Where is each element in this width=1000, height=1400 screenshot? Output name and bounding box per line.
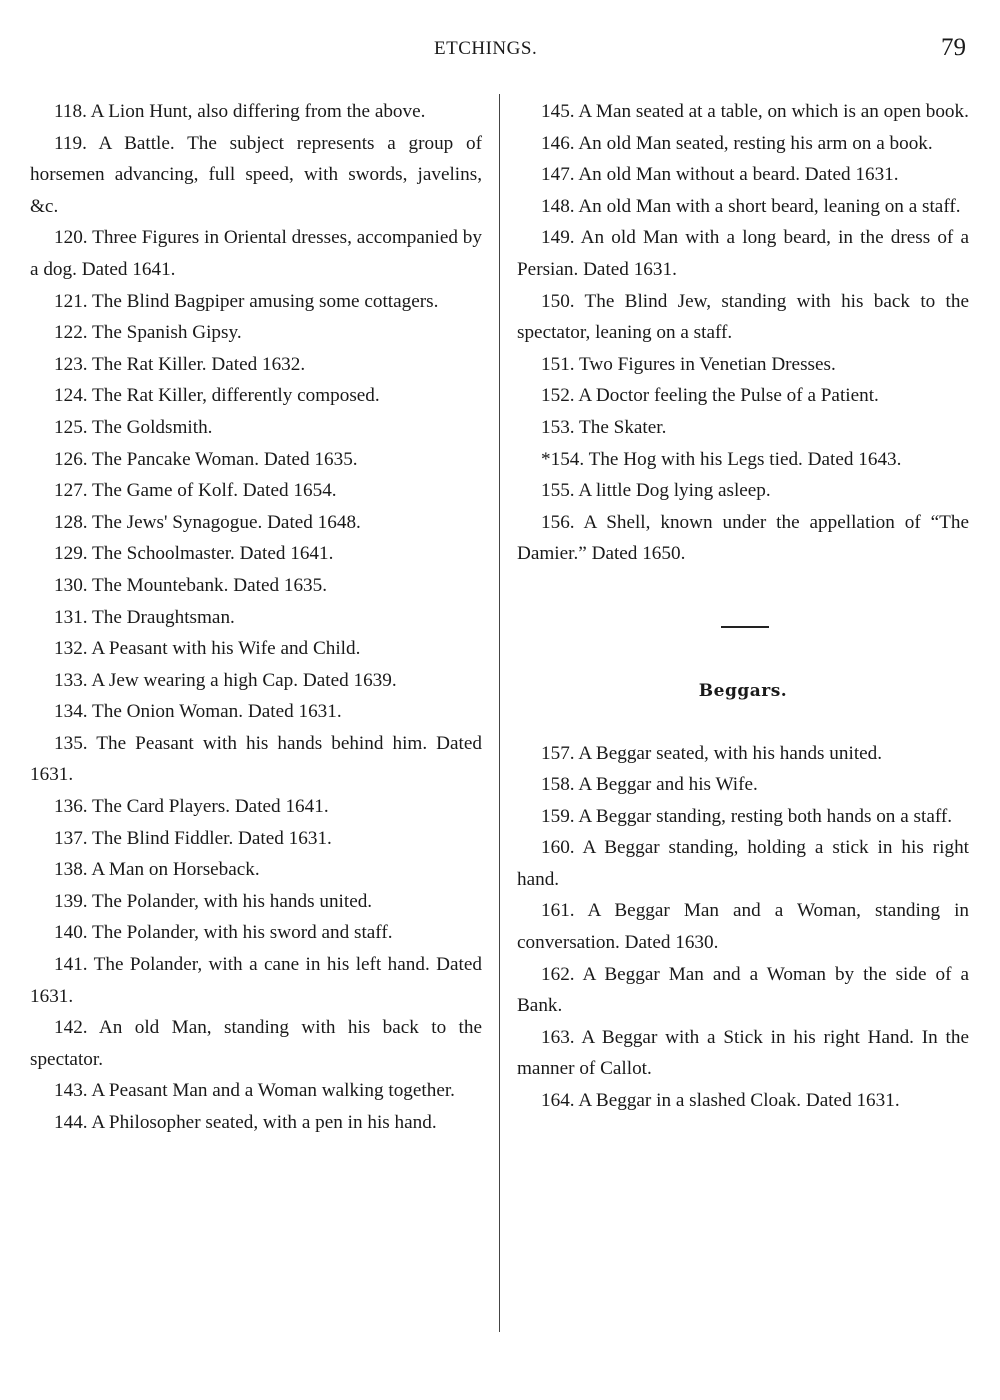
catalog-entry-149: 149. An old Man with a long beard, in the dress of a Persian. Dated 1631.	[517, 227, 969, 280]
catalog-entry-124: 124. The Rat Killer, differently composed.	[54, 385, 380, 407]
left-column	[30, 96, 482, 1139]
catalog-entry-150: 150. The Blind Jew, standing with his back to the spectator, leaning on a staff.	[517, 290, 969, 344]
catalog-entry-140: 140. The Polander, with his sword and staff.	[54, 922, 393, 944]
catalog-entry-132: 132. A Peasant with his Wife and Child.	[54, 638, 361, 660]
catalog-entry-145: 145. A Man seated at a table, on which is an open book.	[541, 101, 969, 122]
catalog-entry-156: 156. A Shell, known under the appellation of “The Damier.” Dated 1650.	[517, 511, 969, 565]
catalog-entry-133: 133. A Jew wearing a high Cap. Dated 1639.	[54, 669, 397, 691]
catalog-entry-123: 123. The Rat Killer. Dated 1632.	[54, 353, 306, 375]
catalog-entry-161: 161. A Beggar Man and a Woman, standing in conversation. Dated 1630.	[517, 900, 969, 954]
catalog-entry-119: 119. A Battle. The subject represents a group of horsemen advancing, full speed, with swords, javelins, &c.	[30, 132, 482, 217]
catalog-entry-144: 144. A Philosopher seated, with a pen in his hand.	[54, 1112, 437, 1133]
catalog-entry-164: 164. A Beggar in a slashed Cloak. Dated 1631.	[541, 1090, 900, 1112]
catalog-entry-118: 118. A Lion Hunt, also differing from the above.	[54, 101, 426, 122]
catalog-entry-137: 137. The Blind Fiddler. Dated 1631.	[54, 827, 332, 849]
catalog-entry-155: 155. A little Dog lying asleep.	[541, 480, 771, 502]
page-number: 79	[941, 34, 966, 61]
catalog-entry-157: 157. A Beggar seated, with his hands united.	[541, 742, 883, 764]
catalog-entry-152: 152. A Doctor feeling the Pulse of a Patient.	[541, 385, 879, 407]
catalog-entry-125: 125. The Goldsmith.	[54, 416, 213, 438]
catalog-entry-128: 128. The Jews' Synagogue. Dated 1648.	[54, 511, 361, 533]
catalog-entry-135: 135. The Peasant with his hands behind him. Dated 1631.	[30, 732, 482, 786]
catalog-entry-158: 158. A Beggar and his Wife.	[541, 774, 758, 796]
catalog-entry-126: 126. The Pancake Woman. Dated 1635.	[54, 448, 358, 470]
section-divider-rule	[721, 626, 769, 628]
catalog-entry-127: 127. The Game of Kolf. Dated 1654.	[54, 480, 337, 502]
catalog-entry-147: 147. An old Man without a beard. Dated 1631.	[541, 164, 899, 186]
catalog-entry-120: 120. Three Figures in Oriental dresses, accompanied by a dog. Dated 1641.	[30, 227, 482, 280]
catalog-entry-130: 130. The Mountebank. Dated 1635.	[54, 574, 328, 596]
catalog-entry-141: 141. The Polander, with a cane in his left hand. Dated 1631.	[30, 954, 482, 1007]
catalog-entry-138: 138. A Man on Horseback.	[54, 859, 260, 881]
column-divider	[499, 94, 500, 1332]
catalog-entry-142: 142. An old Man, standing with his back to the spectator.	[30, 1017, 482, 1070]
right-column	[517, 96, 969, 1117]
catalog-entry-159: 159. A Beggar standing, resting both hands on a staff.	[541, 805, 953, 827]
catalog-entry-131: 131. The Draughtsman.	[54, 606, 235, 628]
catalog-entry-154: *154. The Hog with his Legs tied. Dated 1643.	[541, 448, 902, 470]
catalog-entry-160: 160. A Beggar standing, holding a stick in his right hand.	[517, 837, 969, 890]
catalog-entry-151: 151. Two Figures in Venetian Dresses.	[541, 353, 836, 375]
catalog-entry-143: 143. A Peasant Man and a Woman walking together.	[54, 1080, 455, 1102]
catalog-entry-136: 136. The Card Players. Dated 1641.	[54, 796, 329, 818]
section-heading-beggars: Beggars.	[698, 680, 788, 701]
catalog-entry-148: 148. An old Man with a short beard, leaning on a staff.	[541, 195, 961, 217]
catalog-entry-121: 121. The Blind Bagpiper amusing some cottagers.	[54, 290, 439, 312]
catalog-entry-134: 134. The Onion Woman. Dated 1631.	[54, 701, 342, 723]
catalog-entry-122: 122. The Spanish Gipsy.	[54, 322, 242, 344]
catalog-entry-162: 162. A Beggar Man and a Woman by the side of a Bank.	[517, 963, 969, 1017]
catalog-entry-139: 139. The Polander, with his hands united.	[54, 890, 373, 912]
running-head: ETCHINGS.	[434, 38, 538, 59]
catalog-entry-153: 153. The Skater.	[541, 416, 667, 438]
page-header	[0, 34, 1000, 74]
catalog-entry-146: 146. An old Man seated, resting his arm on a book.	[541, 132, 933, 154]
catalog-entry-163: 163. A Beggar with a Stick in his right Hand. In the manner of Callot.	[517, 1026, 969, 1080]
catalog-entry-129: 129. The Schoolmaster. Dated 1641.	[54, 543, 334, 565]
